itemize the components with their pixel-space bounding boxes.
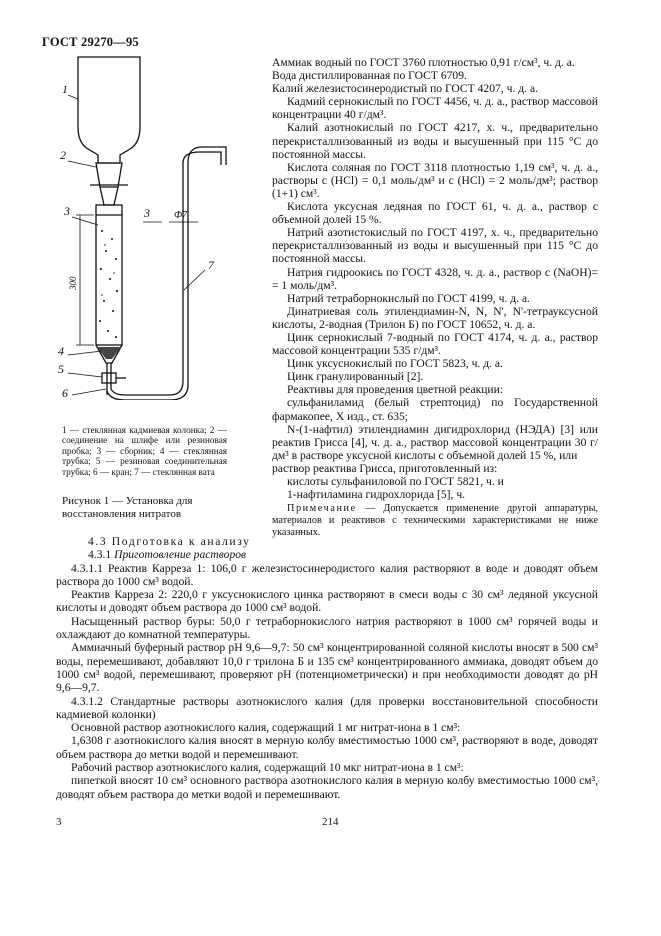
reagent-line: сульфаниламид (белый стрептоцид) по Государственной фармакопее, X изд., ст. 635; <box>272 396 598 423</box>
reagent-line: Калий азотнокислый по ГОСТ 4217, х. ч., предварительно перекристаллизованный из воды и высушенный при 115 °С до постоянной массы. <box>272 121 598 161</box>
reagent-line: Натрий азотистокислый по ГОСТ 4197, х. ч., предварительно перекристаллизованный из воды и высушенный при 115 °С до постоянной массы. <box>272 226 598 266</box>
label-2: 2 <box>60 148 66 162</box>
figure-title: Рисунок 1 — Установка для восстановления нитратов <box>62 495 193 520</box>
figure-legend: 1 — стеклянная кадмиевая колонка; 2 — соединение на шлифе или резиновая пробка; 3 — сборник; 4 — стеклянная трубка; 5 — резиновая соединительная трубка; 6 — кран; 7 — стеклянная вата <box>62 425 227 477</box>
paragraph: пипеткой вносят 10 см³ основного раствора азотнокислого калия в мерную колбу вместимостью 1000 см³, доводят объем раствора до метки водой и перемешивают. <box>56 774 598 801</box>
reagent-line: Кислота соляная по ГОСТ 3118 плотностью 1,19 см³, ч. д. а., растворы с (HCl) = 0,1 моль/дм³ и с (HCl) = 2 моль/дм³; раствор (1+1) см³. <box>272 160 598 200</box>
reagent-line: кислоты сульфаниловой по ГОСТ 5821, ч. и <box>287 475 504 488</box>
reagent-line: Цинк уксуснокислый по ГОСТ 5823, ч. д. а. <box>287 357 503 371</box>
label-3: 3 <box>64 204 70 218</box>
label-5: 5 <box>58 362 64 376</box>
paragraph: Рабочий раствор азотнокислого калия, содержащий 10 мкг нитрат-иона в 1 см³: <box>71 761 464 775</box>
reagent-line: Вода дистиллированная по ГОСТ 6709. <box>272 69 467 83</box>
reagent-line: Реактивы для проведения цветной реакции: <box>287 383 504 397</box>
label-4: 4 <box>58 344 64 358</box>
main-text <box>56 535 598 801</box>
reagents-list <box>272 56 598 539</box>
footer-left-number: 3 <box>56 816 62 828</box>
note-text: — Допускается применение другой аппаратуры, материалов и реактивов с техническими характеристиками не ниже указанных. <box>272 503 598 539</box>
reagent-line: Аммиак водный по ГОСТ 3760 плотностью 0,91 г/см³, ч. д. а. <box>272 56 575 69</box>
subsection-number: 4.3.1 <box>88 548 112 562</box>
subsection-title: Приготовление растворов <box>114 548 247 562</box>
subsection-heading <box>88 548 598 561</box>
label-1: 1 <box>62 82 68 96</box>
apparatus-figure <box>50 55 265 400</box>
section-heading: 4.3 Подготовка к анализу <box>88 535 251 548</box>
label-3b: 3 <box>144 206 150 220</box>
reagent-line: Кислота уксусная ледяная по ГОСТ 61, ч. д. а., раствор с объемной долей 15 %. <box>272 200 598 227</box>
paragraph: 1,6308 г азотнокислого калия вносят в мерную колбу вместимостью 1000 см³, растворяют в воде, доводят объем раствора до метки водой и перемешивают. <box>56 734 598 761</box>
reagent-line: N-(1-нафтил) этилендиамин дигидрохлорид (НЭДА) [3] или реактив Грисса [4], ч. д. а., раствор массовой концентрации 30 г/дм³ в растворе уксусной кислоты с объемной долей 15 %, или <box>272 422 598 462</box>
reagent-line: Цинк сернокислый 7-водный по ГОСТ 4174, ч. д. а., раствор массовой концентрации 535 г/дм³. <box>272 330 598 358</box>
paragraph: Аммиачный буферный раствор рН 9,6—9,7: 50 см³ концентрированной соляной кислоты вносят в 500 см³ воды, перемешивают, добавляют 10,0 г трилона Б и 135 см³ концентрированного аммиака, доводят объем до 1000 см³ водой, перемешивают, проверяют рН (потенциометрически) и при необходимости доводят до рН 9,6—9,7. <box>56 641 598 695</box>
label-6: 6 <box>62 386 68 400</box>
label-300: 300 <box>68 276 78 290</box>
page-number: 214 <box>322 816 339 828</box>
paragraph: Реактив Карреза 2: 220,0 г уксуснокислого цинка растворяют в смеси воды с 30 см³ ледяной уксусной кислоты и доводят объем раствора до 1000 см³ водой. <box>56 588 598 615</box>
label-7: 7 <box>208 258 214 272</box>
paragraph: 4.3.1.1 Реактив Карреза 1: 106,0 г железистосинеродистого калия растворяют в воде и доводят объем раствора до 1000 см³ водой. <box>56 561 598 588</box>
label-diameter: Ф7 <box>174 210 188 221</box>
reagent-line: Натрия гидроокись по ГОСТ 4328, ч. д. а., раствор с (NaOH)= = 1 моль/дм³. <box>272 265 598 292</box>
reagent-line: Цинк гранулированный [2]. <box>287 370 424 384</box>
paragraph: 4.3.1.2 Стандартные растворы азотнокислого калия (для проверки восстановительной способности кадмиевой колонки) <box>56 694 598 721</box>
reagent-line: 1-нафтиламина гидрохлорида [5], ч. <box>287 488 466 502</box>
reagent-line: Динатриевая соль этилендиамин-N, N, N', N'-тетрауксусной кислоты, 2-водная (Трилон Б) по ГОСТ 10652, ч. д. а. <box>272 304 598 331</box>
note <box>272 503 598 539</box>
document-header: ГОСТ 29270—95 <box>42 35 139 49</box>
paragraph: Основной раствор азотнокислого калия, содержащий 1 мг нитрат-иона в 1 см³: <box>71 721 461 735</box>
reagent-line: раствор реактива Грисса, приготовленный из: <box>272 461 498 475</box>
reagent-line: Кадмий сернокислый по ГОСТ 4456, ч. д. а., раствор массовой концентрации 40 г/дм³. <box>272 95 598 122</box>
note-label: Примечание <box>287 503 357 515</box>
paragraph: Насыщенный раствор буры: 50,0 г тетраборнокислого натрия растворяют в 1000 см³ горячей воды и охлаждают до комнатной температуры. <box>56 614 598 642</box>
reagent-line: Натрий тетраборнокислый по ГОСТ 4199, ч. д. а. <box>287 291 530 305</box>
reagent-line: Калий железистосинеродистый по ГОСТ 4207, ч. д. а. <box>272 82 538 96</box>
